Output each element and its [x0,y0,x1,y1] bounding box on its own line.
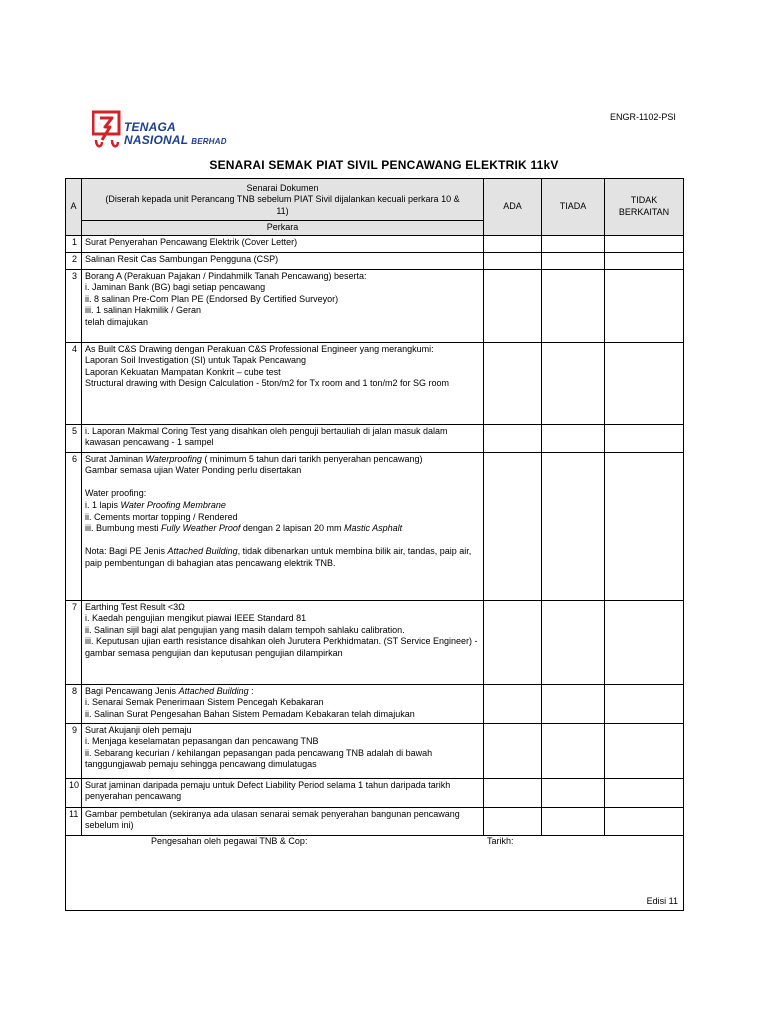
item-line: Borang A (Perakuan Pajakan / Pindahmilk Tanah Pencawang) beserta: [85,270,367,281]
item-text [82,342,484,424]
checkbox-ada[interactable] [484,452,542,600]
checkbox-ada[interactable] [484,600,542,684]
checklist-table [65,178,684,911]
checkbox-tiada[interactable] [542,600,605,684]
item-line: ii. Sebarang kecurian / kehilangan pepasangan pada pencawang TNB adalah di bawah tanggungjawab pemaju sehingga pencawang dimulatugas [85,747,433,770]
col-tidak-berkaitan [605,179,684,236]
table-row [66,807,684,835]
checkbox-tiada[interactable] [542,424,605,452]
item-line: iii. 1 salinan Hakmilik / Geran [85,305,202,316]
table-row [66,342,684,424]
col-ada: ADA [484,179,542,236]
item-text-part: Nota: Bagi PE Jenis [85,546,168,557]
checkbox-ada[interactable] [484,235,542,252]
item-line: ii. Salinan sijil bagi alat pengujian yang masih dalam tempoh sahlaku calibration. [85,624,405,635]
item-text-italic: Waterproofing [145,453,202,464]
checkbox-ada[interactable] [484,424,542,452]
item-line: Surat Penyerahan Pencawang Elektrik (Cover Letter) [85,236,298,247]
checkbox-tidak-berkaitan[interactable] [605,452,684,600]
item-line: i. Menjaga keselamatan pepasangan dan pencawang TNB [85,736,319,747]
item-number: 5 [66,424,82,452]
item-number: 2 [66,252,82,269]
item-line: i. Senarai Semak Penerimaan Sistem Pencegah Kebakaran [85,697,324,708]
perkara-heading: Perkara [82,221,484,236]
item-number: 8 [66,684,82,723]
doc-subheading: (Diserah kepada unit Perancang TNB sebelum PIAT Sivil dijalankan kecuali perkara 10 & 11) [105,194,460,216]
item-text-part: dengan 2 lapisan 20 mm [240,523,344,534]
item-line: i. Kaedah pengujian mengikut piawai IEEE Standard 81 [85,613,307,624]
checkbox-ada[interactable] [484,723,542,778]
signature-row [66,835,684,910]
table-row [66,424,684,452]
item-text [82,807,484,835]
item-line: Water proofing: [85,488,147,499]
item-number: 3 [66,269,82,342]
item-line [85,686,480,698]
item-text [82,723,484,778]
section-letter: A [66,179,82,236]
item-line: ii. Cements mortar topping / Rendered [85,511,238,522]
item-line [85,523,480,535]
logo-wordmark [124,121,227,148]
item-line: Laporan Soil Investigation (SI) untuk Tapak Pencawang [85,355,306,366]
item-line: Salinan Resit Cas Sambungan Pengguna (CSP) [85,253,279,264]
checkbox-tidak-berkaitan[interactable] [605,684,684,723]
item-line: telah dimajukan [85,316,149,327]
item-text-italic: Attached Building [167,546,238,557]
document-code: ENGR-1102-PSI [610,112,676,122]
item-line: As Built C&S Drawing dengan Perakuan C&S Professional Engineer yang merangkumi: [85,343,434,354]
table-header-row [66,179,684,221]
item-text [82,684,484,723]
checkbox-tidak-berkaitan[interactable] [605,807,684,835]
table-row [66,252,684,269]
item-text-part: ( minimum 5 tahun dari tarikh penyerahan pencawang) [201,453,423,464]
item-line: Gambar pembetulan (sekiranya ada ulasan senarai semak penyerahan bangunan pencawang sebelum ini) [85,808,460,831]
checkbox-ada[interactable] [484,269,542,342]
item-text-italic: Attached Building [178,685,249,696]
col-berkaitan: BERKAITAN [618,206,670,217]
item-text [82,424,484,452]
item-line [85,546,480,569]
checkbox-tiada[interactable] [542,807,605,835]
item-text [82,252,484,269]
item-text-italic: Mastic Asphalt [343,523,403,534]
table-row [66,684,684,723]
item-line: Laporan Kekuatan Mampatan Konkrit – cube test [85,366,281,377]
col-tiada: TIADA [542,179,605,236]
item-line: ii. Salinan Surat Pengesahan Bahan Sistem Pemadam Kebakaran telah dimajukan [85,708,415,719]
checkbox-tiada[interactable] [542,778,605,807]
table-row [66,600,684,684]
table-row [66,723,684,778]
item-line: i. Jaminan Bank (BG) bagi setiap pencawang [85,282,266,293]
signature-label: Pengesahan oleh pegawai TNB & Cop: [151,835,308,846]
table-row [66,235,684,252]
checkbox-tidak-berkaitan[interactable] [605,342,684,424]
item-line [85,500,480,512]
tnb-logo-icon [92,110,122,156]
checkbox-tidak-berkaitan[interactable] [605,252,684,269]
table-row [66,452,684,600]
item-line: Surat Akujanji oleh pemaju [85,724,192,735]
item-text-italic: Fully Weather Proof [161,523,241,534]
item-line: i. Laporan Makmal Coring Test yang disahkan oleh penguji bertauliah di jalan masuk dalam kawasan pencawang - 1 sampel [85,425,448,448]
signature-cell [66,835,684,910]
table-row [66,778,684,807]
item-text-part: iii. Bumbung mesti [85,523,162,534]
doc-heading-cell [82,179,484,221]
page-title: SENARAI SEMAK PIAT SIVIL PENCAWANG ELEKTRIK 11kV [209,158,559,172]
item-line: iii. Keputusan ujian earth resistance disahkan oleh Jurutera Perkhidmatan. (ST Service Engineer) - gambar semasa pengujian dan keputusan pengujian dilampirkan [85,636,478,658]
item-text-italic: Water Proofing Membrane [120,499,226,510]
item-text-part: Surat Jaminan [85,453,146,464]
item-text [82,778,484,807]
item-line: Gambar semasa ujian Water Ponding perlu disertakan [85,465,302,476]
logo-line-3: BERHAD [191,137,227,146]
item-text [82,235,484,252]
item-text-part: : [248,685,254,696]
checkbox-tidak-berkaitan[interactable] [605,235,684,252]
checkbox-ada[interactable] [484,807,542,835]
item-line: ii. 8 salinan Pre-Com Plan PE (Endorsed By Certified Surveyor) [85,293,339,304]
item-text [82,600,484,684]
checkbox-tidak-berkaitan[interactable] [605,424,684,452]
col-tidak: TIDAK [630,195,658,206]
checkbox-tiada[interactable] [542,252,605,269]
checkbox-ada[interactable] [484,778,542,807]
checkbox-tiada[interactable] [542,269,605,342]
checkbox-tiada[interactable] [542,684,605,723]
checkbox-tiada[interactable] [542,452,605,600]
checkbox-tiada[interactable] [542,342,605,424]
item-number: 11 [66,807,82,835]
checkbox-tidak-berkaitan[interactable] [605,778,684,807]
edition-label: Edisi 11 [646,896,678,906]
item-text-part: Bagi Pencawang Jenis [85,685,179,696]
logo-line-1: TENAGA [124,120,176,134]
item-number: 4 [66,342,82,424]
item-number: 10 [66,778,82,807]
checkbox-tiada[interactable] [542,723,605,778]
item-number: 9 [66,723,82,778]
checkbox-tidak-berkaitan[interactable] [605,269,684,342]
item-line: Structural drawing with Design Calculation - 5ton/m2 for Tx room and 1 ton/m2 for SG room [85,378,449,389]
item-line: Surat jaminan daripada pemaju untuk Defect Liability Period selama 1 tahun daripada tarikh penyerahan pencawang [85,779,451,802]
item-number: 7 [66,600,82,684]
item-number: 6 [66,452,82,600]
item-line [85,454,480,466]
checkbox-tidak-berkaitan[interactable] [605,723,684,778]
doc-heading: Senarai Dokumen [246,182,319,193]
checkbox-ada[interactable] [484,342,542,424]
checkbox-tidak-berkaitan[interactable] [605,600,684,684]
checkbox-ada[interactable] [484,684,542,723]
date-label: Tarikh: [487,835,514,846]
checkbox-tiada[interactable] [542,235,605,252]
checkbox-ada[interactable] [484,252,542,269]
item-line: Earthing Test Result <3Ω [85,601,185,612]
item-text [82,452,484,600]
logo-line-2: NASIONAL [124,133,189,147]
item-text-part: , tidak dibenarkan untuk membina bilik air, tandas, paip air, paip pembentungan di bahagian atas pencawang elektrik TNB. [85,546,472,568]
item-text-part: i. 1 lapis [85,499,121,510]
item-text [82,269,484,342]
item-number: 1 [66,235,82,252]
table-row [66,269,684,342]
